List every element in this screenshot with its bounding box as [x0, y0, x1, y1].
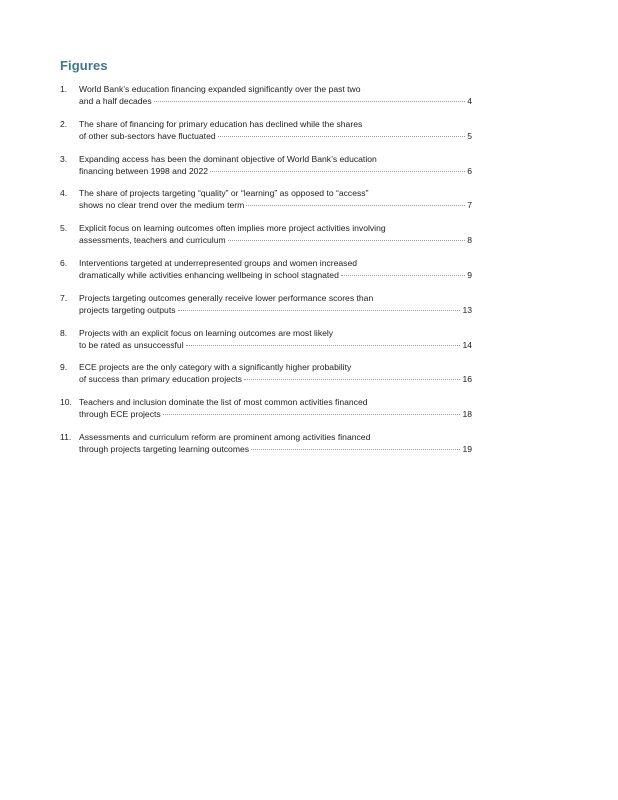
page-number: 19 [462, 443, 472, 454]
figure-title-line-1: Interventions targeted at underrepresented groups and women increased [79, 257, 358, 268]
figure-entry[interactable] [60, 118, 472, 142]
dot-leader [228, 240, 466, 241]
figure-number: 5. [60, 223, 68, 234]
figure-title-line-1: Expanding access has been the dominant objective of World Bank’s education [79, 153, 377, 164]
figure-entry[interactable] [60, 222, 472, 246]
figure-number: 3. [60, 153, 68, 164]
figure-number: 6. [60, 257, 68, 268]
figure-title-line-2: projects targeting outputs [79, 304, 176, 315]
figure-entry[interactable] [60, 431, 472, 455]
figures-list-page [60, 58, 472, 466]
figure-entry[interactable] [60, 292, 472, 316]
dot-leader [186, 345, 461, 346]
figure-number: 8. [60, 327, 68, 338]
page-number: 13 [462, 304, 472, 315]
figure-entry[interactable] [60, 327, 472, 351]
figure-entry[interactable] [60, 187, 472, 211]
figure-title-line-1: Projects targeting outcomes generally receive lower performance scores than [79, 292, 374, 303]
page-number: 6 [467, 165, 472, 176]
figure-title-line-2: shows no clear trend over the medium term [79, 200, 245, 211]
dot-leader [246, 205, 465, 206]
figure-title-line-2: financing between 1998 and 2022 [79, 165, 209, 176]
page-number: 9 [467, 269, 472, 280]
page-number: 14 [462, 339, 472, 350]
figure-title-line-1: World Bank’s education financing expanded significantly over the past two [79, 84, 361, 94]
figure-title-line-1: Assessments and curriculum reform are prominent among activities financed [79, 431, 371, 442]
figure-entry[interactable] [60, 153, 472, 177]
figure-entry[interactable] [60, 83, 472, 107]
figure-title-line-1: Projects with an explicit focus on learning outcomes are most likely [79, 327, 334, 338]
figure-title-line-2: of other sub-sectors have fluctuated [79, 130, 216, 141]
page-number: 18 [462, 409, 472, 420]
figure-entry[interactable] [60, 257, 472, 281]
figure-title-line-2: through projects targeting learning outcomes [79, 443, 250, 454]
dot-leader [210, 171, 465, 172]
page-number: 16 [462, 374, 472, 385]
figure-title-line-2: through ECE projects [79, 409, 161, 420]
dot-leader [218, 136, 466, 137]
figure-number: 9. [60, 362, 68, 373]
figure-number: 4. [60, 188, 68, 199]
dot-leader [341, 275, 465, 276]
figure-title-line-2: and a half decades [79, 96, 152, 106]
figure-title-line-2: of success than primary education projects [79, 374, 242, 385]
figure-entry[interactable] [60, 361, 472, 385]
figure-title-line-2: dramatically while activities enhancing wellbeing in school stagnated [79, 269, 339, 280]
figures-heading: Figures [60, 58, 108, 73]
dot-leader [244, 379, 461, 380]
page-number: 7 [467, 200, 472, 211]
figure-number: 2. [60, 118, 68, 129]
dot-leader [251, 449, 460, 450]
figure-title-line-1: Explicit focus on learning outcomes often implies more project activities involving [79, 223, 386, 234]
figures-list [60, 83, 472, 455]
figure-title-line-1: The share of projects targeting “quality” or “learning” as opposed to “access” [79, 188, 369, 199]
figure-number: 1. [60, 84, 68, 94]
figure-number: 11. [60, 431, 72, 442]
figure-title-line-1: Teachers and inclusion dominate the list of most common activities financed [79, 397, 368, 408]
figure-title-line-1: ECE projects are the only category with a significantly higher probability [79, 362, 352, 373]
dot-leader [163, 414, 461, 415]
page-number: 8 [467, 235, 472, 246]
figure-entry[interactable] [60, 396, 472, 420]
dot-leader [154, 101, 466, 102]
figure-title-line-1: The share of financing for primary education has declined while the shares [79, 118, 363, 129]
page-number: 4 [467, 96, 472, 106]
figure-title-line-2: assessments, teachers and curriculum [79, 235, 226, 246]
figure-number: 10. [60, 397, 72, 408]
figure-title-line-2: to be rated as unsuccessful [79, 339, 184, 350]
page-number: 5 [467, 130, 472, 141]
dot-leader [178, 310, 461, 311]
figure-number: 7. [60, 292, 68, 303]
